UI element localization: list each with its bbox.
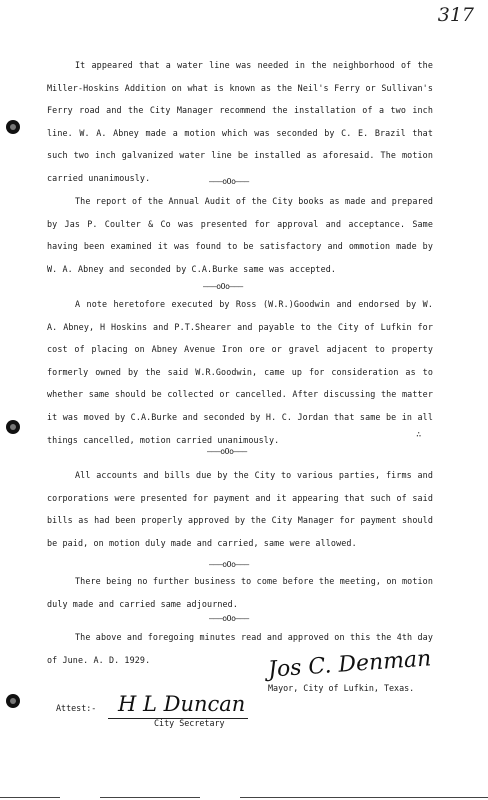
section-separator: ———oOo——— — [209, 614, 249, 623]
section-separator: ———oOo——— — [209, 177, 249, 186]
minutes-paragraph-approval: The above and foregoing minutes read and approved on this the 4th day of June. A. D. 1929. — [47, 632, 433, 665]
section-separator: ———oOo——— — [209, 560, 249, 569]
bottom-edge-rule — [100, 797, 200, 798]
secretary-signature: H L Duncan — [118, 692, 246, 716]
attest-label: Attest:- — [56, 703, 97, 713]
secretary-title: City Secretary — [154, 718, 225, 728]
minutes-paragraph-audit: The report of the Annual Audit of the City books as made and prepared by Jas P. Coulter & Co was presented for approval and acceptance. Same having been examined it was found to be satisfactory and ommotion made by W. A. Abney and seconded by C.A.Burke same was accepted. — [47, 196, 433, 274]
binder-punch-hole — [6, 120, 20, 134]
bottom-edge-rule — [0, 797, 60, 798]
binder-punch-hole — [6, 420, 20, 434]
minutes-paragraph-note-cancellation: A note heretofore executed by Ross (W.R.)Goodwin and endorsed by W. A. Abney, H Hoskins and P.T.Shearer and payable to the City of Lufkin for cost of placing on Abney Avenue Iron ore or gravel adjacent to property formerly owned by the said W.R.Goodwin, came up for consideration as to whether same should be collected or cancelled. After discussing the matter it was moved by C.A.Burke and seconded by H. C. Jordan that same be in all things cancelled, motion carried unanimously. — [47, 299, 433, 445]
mayor-signature: Jos C. Denman — [267, 646, 433, 683]
binder-punch-hole — [6, 694, 20, 708]
section-separator: ———oOo——— — [203, 282, 243, 291]
mayor-title: Mayor, City of Lufkin, Texas. — [268, 683, 415, 693]
minutes-paragraph-water-line: It appeared that a water line was needed in the neighborhood of the Miller-Hoskins Addition on what is known as the Neil's Ferry or Sullivan's Ferry road and the City Manager recommend the installation of a two inch line. W. A. Abney made a motion which was seconded by C. E. Brazil that such two inch galvanized water line be installed as aforesaid. The motion carried unanimously. — [47, 60, 433, 183]
bottom-edge-rule — [240, 797, 488, 798]
minutes-paragraph-accounts: All accounts and bills due by the City to various parties, firms and corporations were presented for payment and it appearing that such of said bills as had been properly approved by the City Manager for payment should be paid, on motion duly made and carried, same were allowed. — [47, 470, 433, 548]
section-separator: ———oOo——— — [207, 447, 247, 456]
margin-mark: ∴ — [416, 430, 422, 440]
page-number: 317 — [437, 4, 474, 26]
minutes-paragraph-adjournment: There being no further business to come before the meeting, on motion duly made and carried same adjourned. — [47, 576, 433, 609]
